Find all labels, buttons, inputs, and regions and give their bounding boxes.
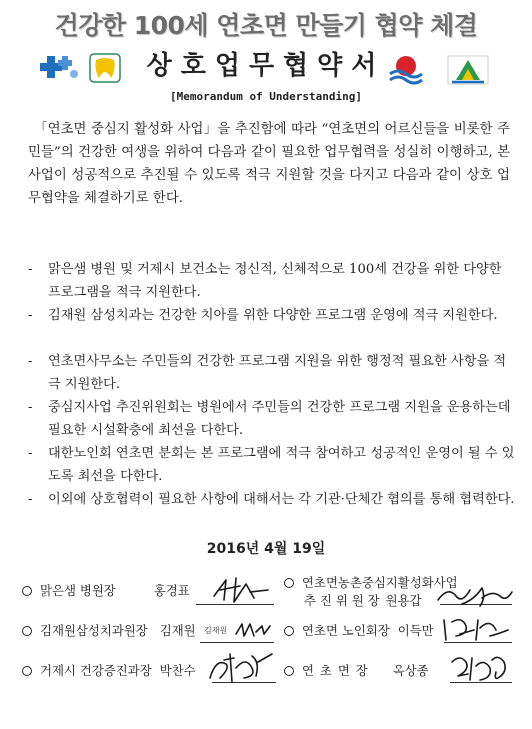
signatory-title: 거제시 건강증진과장	[40, 663, 152, 678]
signatory-3	[22, 622, 196, 640]
signatory-name: 홍경표	[153, 583, 190, 598]
signatory-title: 연초면 노인회장	[302, 623, 390, 638]
clause-text: 연초면사무소는 주민들의 건강한 프로그램 지원을 위한 행정적 필요한 사항을 적극 지원한다.	[48, 354, 507, 392]
circle-bullet-icon	[284, 626, 294, 636]
clause-dash: -	[28, 262, 33, 277]
signatory-name: 옥상종	[392, 663, 429, 678]
signatory-name: 김재원	[159, 623, 196, 638]
clause-text: 중심지사업 추진위원회는 병원에서 주민들의 건강한 프로그램 지원을 운용하는데 필요한 시설확충에 최선을 다한다.	[48, 400, 511, 438]
signatory-name: 이득만	[397, 623, 434, 638]
signatory-title: 맑은샘 병원장	[40, 583, 116, 598]
clause-text: 이외에 상호협력이 필요한 사항에 대해서는 각 기관·단체간 협의를 통해 협력한다.	[48, 492, 515, 507]
clause-text: 김재원 삼성치과는 건강한 치아를 위한 다양한 프로그램 운영에 적극 지원한다.	[48, 308, 498, 323]
signatory-title: 김재원삼성치과원장	[40, 623, 148, 638]
signature-2-icon	[436, 578, 514, 610]
document-title: 상호업무협약서	[146, 51, 386, 81]
signatory-4	[284, 622, 434, 640]
intro-paragraph: 「연초면 중심지 활성화 사업」을 추진함에 따라 “연초면의 어르신들을 비롯한 주민들”의 건강한 여생을 위하여 다음과 같이 필요한 업무협력을 성실히 이행하고, 본 사업이 성공적으로 추진될 수 있도록 적극 지원할 것을 다지고 다음과 같이 상호 업무협약을 체결하기로 한다.	[28, 122, 510, 206]
circle-bullet-icon	[22, 666, 32, 676]
signature-4-icon	[440, 612, 512, 644]
signatory-title-2: 추 진 위 원 장	[304, 593, 380, 608]
signatory-2	[284, 574, 458, 610]
clause-dash: -	[28, 354, 33, 369]
clause-text: 대한노인회 연초면 분회는 본 프로그램에 적극 참여하고 성공적인 운영이 될 수 있도록 최선을 다한다.	[48, 446, 515, 484]
clause-item	[26, 396, 516, 442]
signature-1-icon	[210, 572, 272, 606]
signatory-1	[22, 582, 190, 600]
clause-dash: -	[28, 492, 33, 507]
geoje-emblem-icon	[448, 56, 488, 84]
clause-item	[26, 488, 516, 534]
signatory-6	[284, 662, 429, 680]
clause-item	[26, 350, 516, 396]
clause-list	[26, 258, 516, 534]
clause-dash: -	[28, 400, 33, 415]
sun-wave-logo-icon	[390, 56, 422, 83]
clause-text: 맑은샘 병원 및 거제시 보건소는 정신적, 신체적으로 100세 건강을 위한 다양한 프로그램을 적극 지원한다.	[48, 262, 502, 300]
document-subtitle: [Memorandum of Understanding]	[169, 90, 363, 103]
stamp-text: 김재원	[204, 626, 228, 635]
clause-item	[26, 258, 516, 304]
circle-bullet-icon	[284, 666, 294, 676]
banner-title: 건강한 100세 연초면 만들기 협약 체결	[54, 11, 478, 40]
signatory-title: 연초면농촌중심지활성화사업	[302, 575, 458, 590]
right-logos	[386, 52, 494, 88]
signature-5-icon	[206, 648, 276, 688]
signature-line	[200, 642, 274, 643]
signatory-5	[22, 662, 196, 680]
signatory-name: 박찬수	[159, 663, 196, 678]
clause-item	[26, 442, 516, 488]
circle-bullet-icon	[284, 578, 294, 588]
signatory-name: 원용갑	[385, 593, 422, 608]
clause-dash: -	[28, 308, 33, 323]
agreement-date: 2016년 4월 19일	[206, 541, 326, 557]
clause-dash: -	[28, 446, 33, 461]
circle-bullet-icon	[22, 626, 32, 636]
clause-item	[26, 304, 516, 350]
signature-6-icon	[448, 650, 514, 686]
signature-3-icon	[232, 616, 274, 642]
signatory-title: 연 초 면 장	[302, 663, 369, 678]
circle-bullet-icon	[22, 586, 32, 596]
